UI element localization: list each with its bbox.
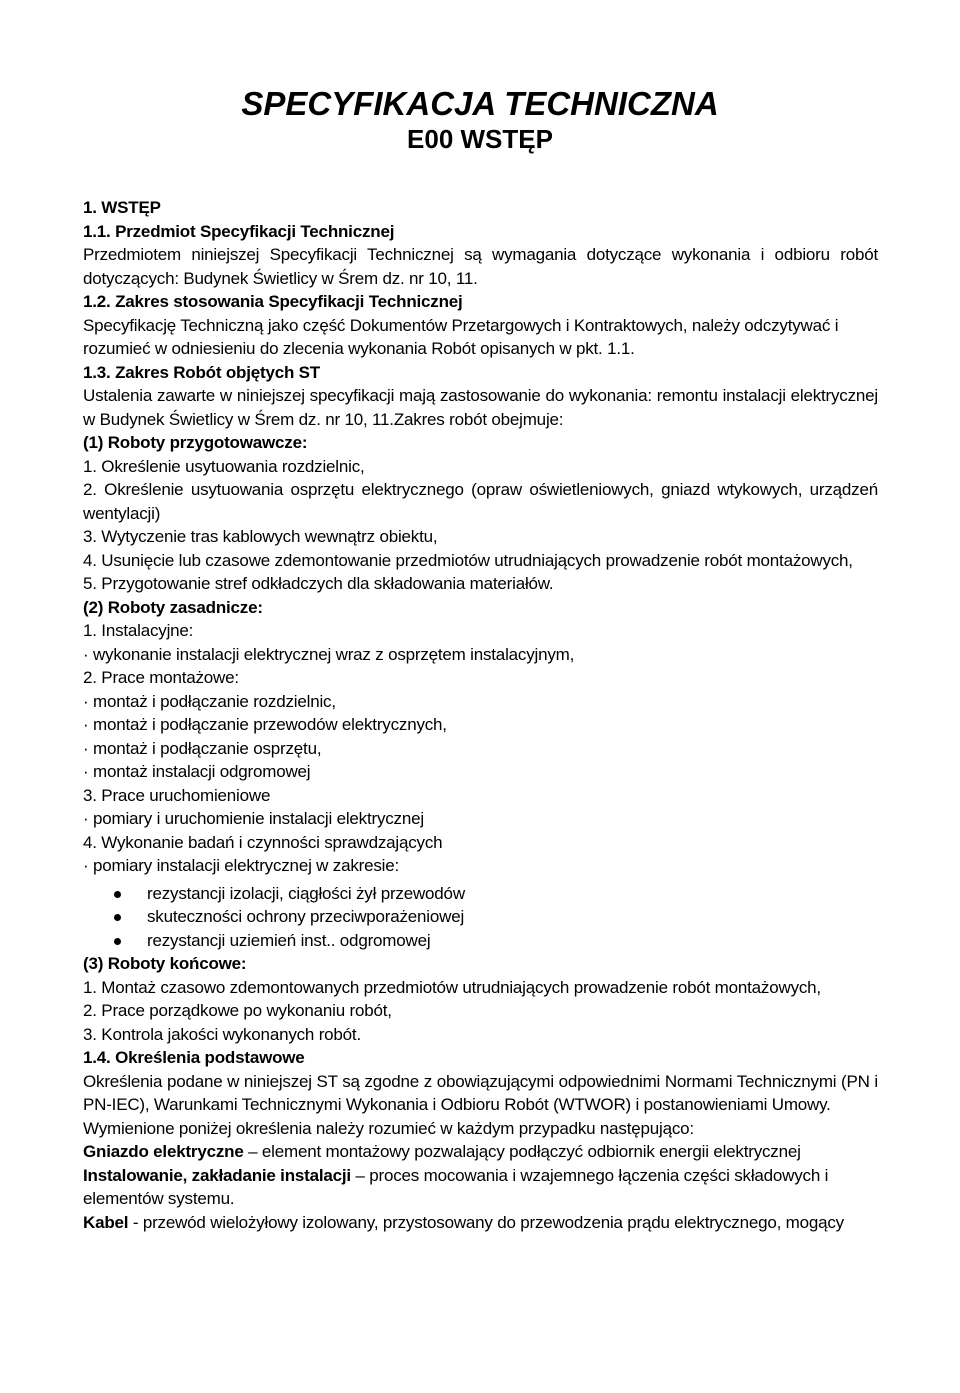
section-1-3-heading: 1.3. Zakres Robót objętych ST [83, 362, 320, 382]
list-item [83, 929, 878, 953]
main-line: 1. Instalacyjne: [83, 621, 194, 640]
section-1-4-intro: Wymienione poniżej określenia należy rozumieć w każdym przypadku następująco: [83, 1118, 694, 1138]
definition-term: Instalowanie, zakładanie instalacji [83, 1165, 351, 1185]
definition-item [83, 1140, 878, 1164]
section-1-heading: 1. WSTĘP [83, 198, 161, 217]
list-item [83, 905, 878, 929]
section-1-2-heading: 1.2. Zakres stosowania Specyfikacji Technicznej [83, 292, 463, 311]
definition-separator: - [128, 1212, 143, 1232]
section-1-3-text: Ustalenia zawarte w niniejszej specyfikacji mają zastosowanie do wykonania: remontu instalacji elektrycznej w Budynek Świetlicy w Śrem dz. nr 10, 11.Zakres robót obejmuje: [83, 386, 878, 429]
prep-item: 2. Określenie usytuowania osprzętu elektrycznego (opraw oświetleniowych, gniazd wtykowych, urządzeń wentylacji) [83, 480, 878, 523]
section-1-4-text: Określenia podane w niniejszej ST są zgodne z obowiązującymi odpowiednimi Normami Technicznymi (PN i PN-IEC), Warunkami Technicznymi Wykonania i Odbioru Robót (WTWOR) i postanowieniami Umowy. [83, 1071, 878, 1114]
document-title: SPECYFIKACJA TECHNICZNA [241, 85, 719, 122]
definition-term: Gniazdo elektryczne [83, 1142, 244, 1161]
final-item: 3. Kontrola jakości wykonanych robót. [83, 1024, 361, 1044]
main-line: 2. Prace montażowe: [83, 668, 239, 687]
test-bullet-list [83, 882, 878, 953]
bullet-icon [114, 891, 121, 898]
prep-item: 4. Usunięcie lub czasowe zdemontowanie przedmiotów utrudniających prowadzenie robót montażowych, [83, 550, 853, 570]
main-line: · pomiary instalacji elektrycznej w zakresie: [83, 856, 399, 875]
bullet-icon [114, 914, 121, 921]
prep-item: 5. Przygotowanie stref odkładczych dla składowania materiałów. [83, 574, 554, 593]
bullet-text: skuteczności ochrony przeciwporażeniowej [147, 907, 465, 926]
definition-text: element montażowy pozwalający podłączyć odbiornik energii elektrycznej [261, 1142, 801, 1161]
bullet-icon [114, 938, 121, 945]
bullet-text: rezystancji uziemień inst.. odgromowej [147, 930, 431, 950]
definition-text: proces mocowania i wzajemnego łączenia części składowych i elementów systemu. [83, 1165, 829, 1208]
document-subtitle: E00 WSTĘP [407, 124, 553, 154]
prep-item: 3. Wytyczenie tras kablowych wewnątrz obiektu, [83, 527, 438, 546]
main-line: 4. Wykonanie badań i czynności sprawdzających [83, 832, 443, 852]
main-line: · montaż instalacji odgromowej [83, 762, 311, 781]
prep-item: 1. Określenie usytuowania rozdzielnic, [83, 456, 365, 476]
definition-term: Kabel [83, 1212, 129, 1232]
document-body [83, 196, 878, 1234]
definition-item [83, 1211, 878, 1235]
main-line: · wykonanie instalacji elektrycznej wraz z osprzętem instalacyjnym, [83, 644, 575, 664]
preparatory-works-heading: (1) Roboty przygotowawcze: [83, 433, 308, 452]
definition-text: przewód wielożyłowy izolowany, przystosowany do przewodzenia prądu elektrycznego, mogący [142, 1212, 844, 1232]
section-1-1-text: Przedmiotem niniejszej Specyfikacji Technicznej są wymagania dotyczące wykonania i odbioru robót dotyczących: Budynek Świetlicy w Śrem dz. nr 10, 11. [83, 245, 878, 288]
main-works-heading: (2) Roboty zasadnicze: [83, 597, 263, 617]
section-1-4-heading: 1.4. Określenia podstawowe [83, 1048, 305, 1067]
final-item: 1. Montaż czasowo zdemontowanych przedmiotów utrudniających prowadzenie robót montażowych, [83, 977, 821, 997]
main-line: · montaż i podłączanie przewodów elektrycznych, [83, 715, 447, 734]
definition-separator: – [243, 1142, 262, 1161]
bullet-text: rezystancji izolacji, ciągłości żył przewodów [147, 883, 465, 903]
definition-item [83, 1164, 878, 1211]
final-works-heading: (3) Roboty końcowe: [83, 954, 247, 973]
section-1-1-heading: 1.1. Przedmiot Specyfikacji Technicznej [83, 221, 395, 241]
definition-separator: – [350, 1165, 370, 1185]
main-line: · montaż i podłączanie osprzętu, [83, 738, 322, 758]
section-1-2-text: Specyfikację Techniczną jako część Dokumentów Przetargowych i Kontraktowych, należy odczytywać i rozumieć w odniesieniu do zlecenia wykonania Robót opisanych w pkt. 1.1. [83, 315, 839, 358]
main-line: · montaż i podłączanie rozdzielnic, [83, 691, 336, 711]
final-item: 2. Prace porządkowe po wykonaniu robót, [83, 1001, 392, 1020]
main-line: · pomiary i uruchomienie instalacji elektrycznej [83, 809, 424, 828]
main-line: 3. Prace uruchomieniowe [83, 785, 271, 805]
list-item [83, 882, 878, 906]
